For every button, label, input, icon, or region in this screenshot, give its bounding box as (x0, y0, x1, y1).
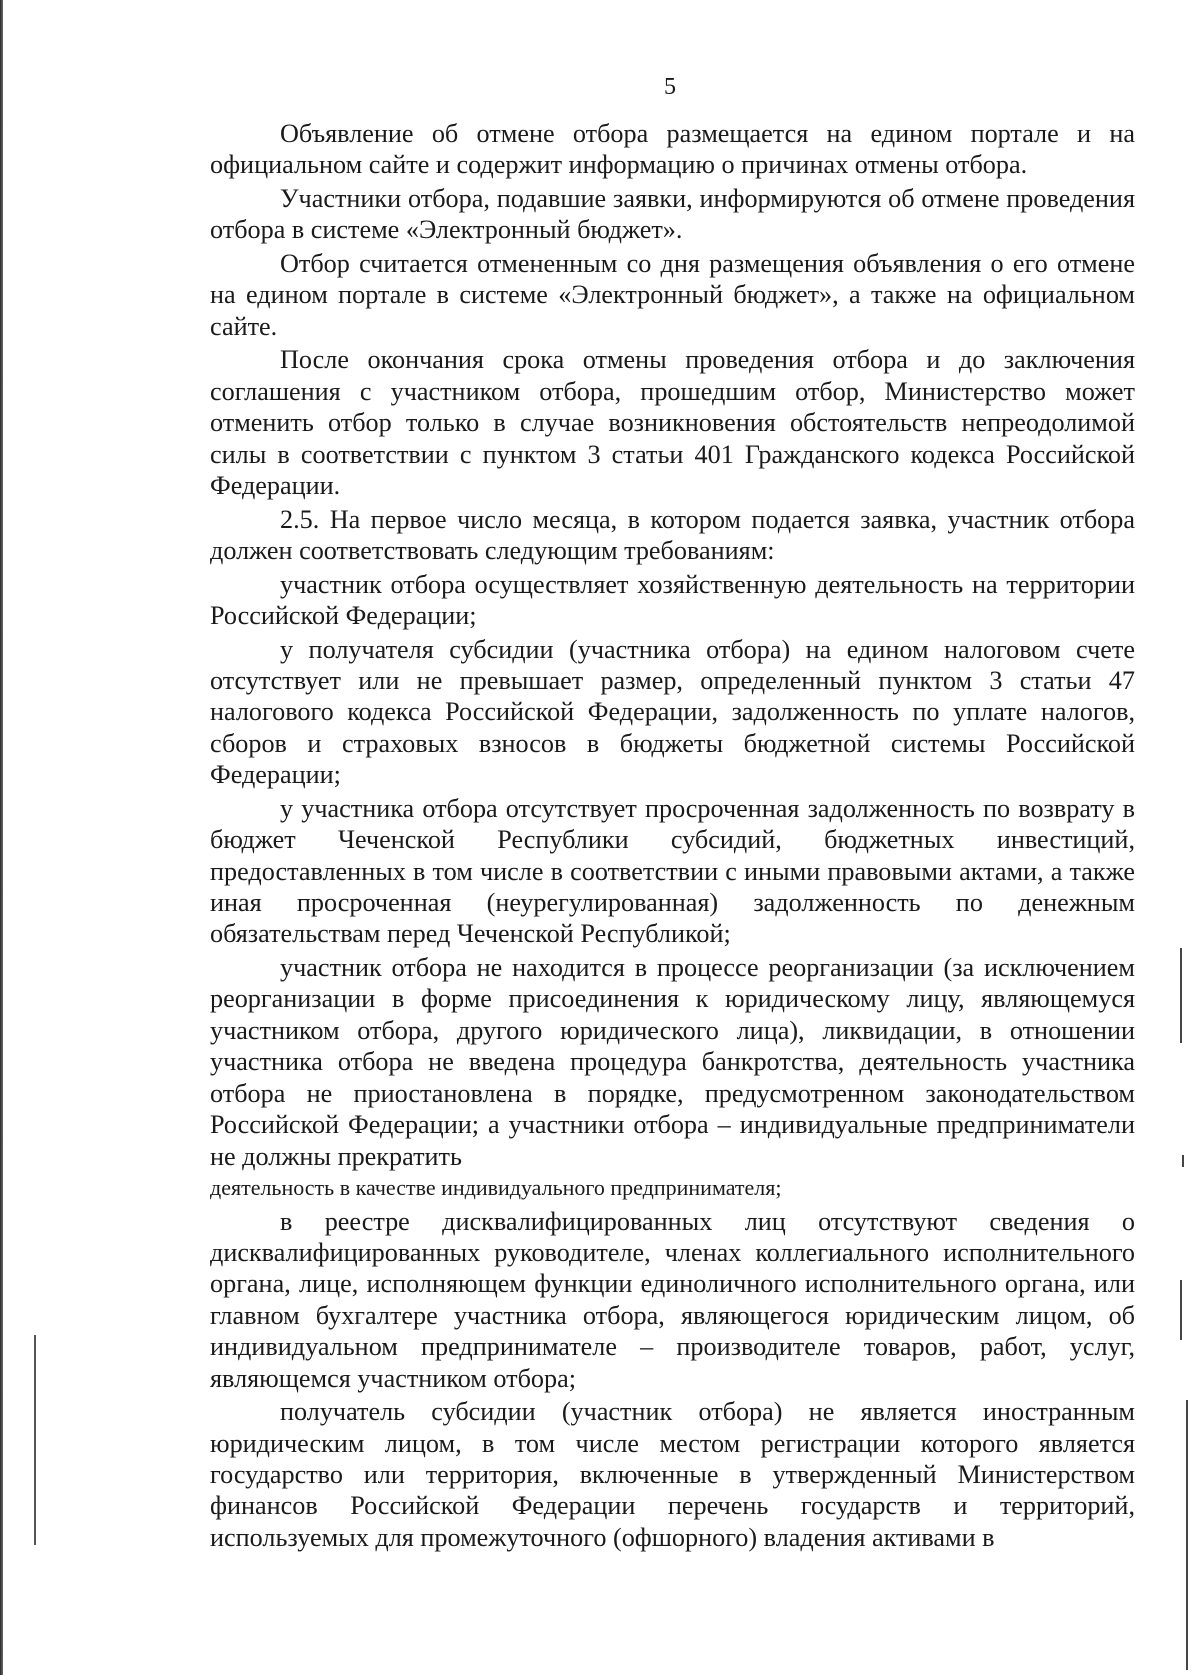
paragraph: Объявление об отмене отбора размещается на едином портале и на официальном сайте и содержит информацию о причинах отмены отбора. (210, 119, 1135, 180)
scan-artifact-right-4 (1186, 1400, 1188, 1670)
paragraph: После окончания срока отмены проведения отбора и до заключения соглашения с участником отбора, прошедшим отбор, Министерство может отменить отбор только в случае возникновения обстоятельств непреодолимой силы в соответствии с пунктом 3 статьи 401 Гражданского кодекса Российской Федерации. (210, 345, 1135, 501)
paragraph: в реестре дисквалифицированных лиц отсутствуют сведения о дисквалифицированных руководителе, членах коллегиального исполнительного органа, лице, исполняющем функции единоличного исполнительного органа, или главном бухгалтере участника отбора, являющегося юридическим лицом, об индивидуальном предпринимателе – производителе товаров, работ, услуг, являющемся участником отбора; (210, 1206, 1135, 1393)
paragraph: участник отбора не находится в процессе реорганизации (за исключением реорганизации в форме присоединения к юридическому лицу, являющемуся участником отбора, другого юридического лица), ликвидации, в отношении участника отбора не введена процедура банкротства, деятельность участника отбора не приостановлена в порядке, предусмотренном законодательством Российской Федерации; а участники отбора – индивидуальные предприниматели не должны прекратить (210, 953, 1135, 1171)
paragraph: 2.5. На первое число месяца, в котором подается заявка, участник отбора должен соответствовать следующим требованиям: (210, 504, 1135, 566)
scan-artifact-right-3 (1180, 1280, 1182, 1340)
page-number: 5 (664, 74, 676, 100)
paragraph: Участники отбора, подавшие заявки, информируются об отмене проведения отбора в системе «Электронный бюджет». (210, 184, 1135, 245)
paragraph: у получателя субсидии (участника отбора) на едином налоговом счете отсутствует или не превышает размер, определенный пунктом 3 статьи 47 налогового кодекса Российской Федерации, задолженность по уплате налогов, сборов и страховых взносов в бюджеты бюджетной системы Российской Федерации; (210, 634, 1135, 790)
paragraph: получатель субсидии (участник отбора) не является иностранным юридическим лицом, в том числе местом регистрации которого является государство или территория, включенные в утвержденный Министерством финансов Российской Федерации перечень государств и территорий, используемых для промежуточного (офшорного) владения активами в (210, 1397, 1135, 1552)
paragraph: Отбор считается отмененным со дня размещения объявления о его отмене на едином портале в системе «Электронный бюджет», а также на официальном сайте. (210, 249, 1135, 341)
scan-artifact-right-2 (1182, 1155, 1184, 1167)
scan-left-edge (0, 0, 3, 1675)
scan-artifact-left (34, 1335, 36, 1545)
document-body (210, 118, 1135, 1555)
scan-artifact-right-1 (1180, 948, 1182, 1043)
paragraph-continuation: деятельность в качестве индивидуального предпринимателя; (210, 1174, 782, 1200)
paragraph: участник отбора осуществляет хозяйственную деятельность на территории Российской Федерации; (210, 569, 1135, 631)
paragraph: у участника отбора отсутствует просроченная задолженность по возврату в бюджет Чеченской Республики субсидий, бюджетных инвестиций, предоставленных в том числе в соответствии с иными правовыми актами, а также иная просроченная (неурегулированная) задолженность по денежным обязательствам перед Чеченской Республикой; (210, 793, 1135, 949)
